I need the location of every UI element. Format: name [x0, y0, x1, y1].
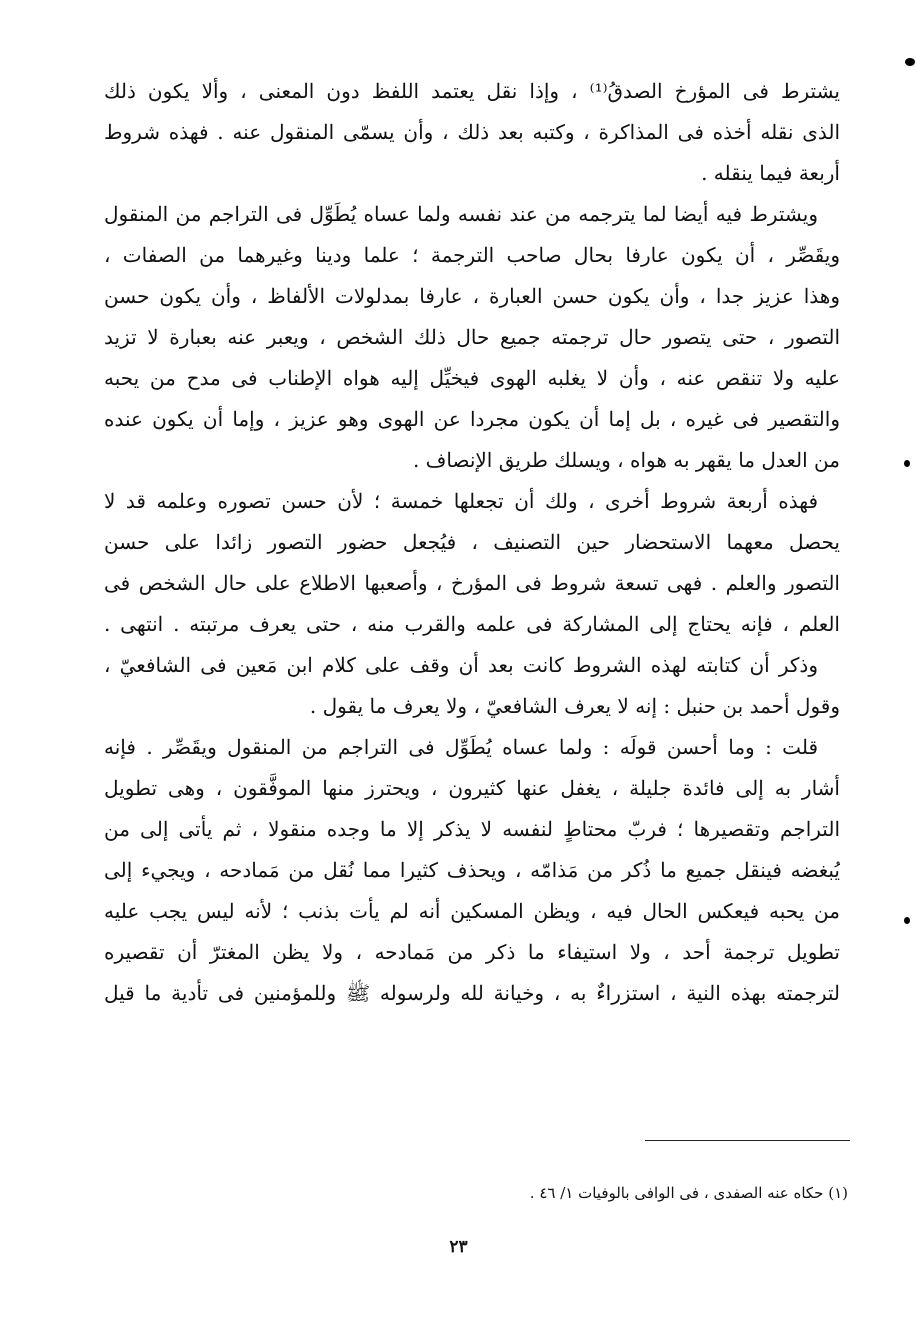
text-line: التصور ، حتى يتصور حال ترجمته جميع حال ذلك الشخص ، ويعبر عنه بعبارة لا تزيد: [104, 325, 840, 349]
text-line: ويشترط فيه أيضا لما يترجمه من عند نفسه ولما عساه يُطَوِّل فى التراجم من المنقول: [104, 202, 818, 226]
main-text: [104, 71, 840, 1014]
text-line: وهذا عزيز جدا ، وأن يكون حسن العبارة ، عارفا بمدلولات الألفاظ ، وأن يكون حسن: [104, 284, 840, 308]
text-line: وذكر أن كتابته لهذه الشروط كانت بعد أن وقف على كلام ابن مَعين فى الشافعيّ ،: [104, 653, 818, 677]
text-line: ويقَصِّر ، أن يكون عارفا بحال صاحب الترجمة ؛ علما ودينا وغيرهما من الصفات ،: [104, 243, 840, 267]
text-line: التصور والعلم . فهى تسعة شروط فى المؤرخ ، وأصعبها الاطلاع على حال الشخص فى: [104, 571, 840, 595]
text-line: أشار به إلى فائدة جليلة ، يغفل عنها كثيرون ، ويحترز منها الموفَّقون ، وهى تطويل: [104, 776, 840, 800]
text-line: لترجمته بهذه النية ، استزراءٌ به ، وخيانة لله ولرسوله ﷺ وللمؤمنين فى تأدية ما قيل: [104, 981, 840, 1005]
text-line: يحصل معهما الاستحضار حين التصنيف ، فيُجعل حضور التصور زائدا على حسن: [104, 530, 840, 554]
page-number: ٢٣: [449, 1237, 468, 1257]
text-line: العلم ، فإنه يحتاج إلى المشاركة فى علمه والقرب منه ، حتى يعرف مرتبته . انتهى .: [104, 612, 840, 636]
text-line: من العدل ما يقهر به هواه ، ويسلك طريق الإنصاف .: [412, 448, 840, 472]
text-line: قلت : وما أحسن قولَه : ولما عساه يُطَوِّل فى التراجم من المنقول ويقَصِّر . فإنه: [104, 735, 818, 759]
scan-mark: [905, 58, 915, 66]
text-line: والتقصير فى غيره ، بل إما أن يكون مجردا عن الهوى وهو عزيز ، وإما أن يكون عنده: [104, 407, 840, 431]
text-line: التراجم وتقصيرها ؛ فربّ محتاطٍ لنفسه لا يذكر إلا ما وجده منقولا ، ثم يأتى إلى من: [104, 817, 840, 841]
text-line: عليه ولا تنقص عنه ، وأن لا يغلبه الهوى فيخيِّل إليه هواه الإطناب فى مدح من يحبه: [104, 366, 840, 390]
text-line: فهذه أربعة شروط أخرى ، ولك أن تجعلها خمسة ؛ لأن حسن تصوره وعلمه قد لا: [104, 489, 818, 513]
text-line: أربعة فيما ينقله .: [701, 161, 840, 185]
text-line: يُبغضه فينقل جميع ما ذُكر من مَذامّه ، ويحذف كثيرا مما نُقل من مَمادحه ، ويجيء إلى: [104, 858, 840, 882]
footnote-separator: [645, 1140, 850, 1141]
text-line: تطويل ترجمة أحد ، ولا استيفاء ما ذكر من مَمادحه ، ولا يظن المغترّ أن تقصيره: [104, 940, 840, 964]
scan-mark: [904, 917, 910, 924]
text-line: من يحبه فيعكس الحال فيه ، ويظن المسكين أنه لم يأت بذنب ؛ لأنه ليس يجب عليه: [104, 899, 840, 923]
text-line: الذى نقله أخذه فى المذاكرة ، وكتبه بعد ذلك ، وأن يسمّى المنقول عنه . فهذه شروط: [104, 120, 840, 144]
scan-mark: [904, 460, 910, 467]
text-line: يشترط فى المؤرخ الصدقُ⁽¹⁾ ، وإذا نقل يعتمد اللفظ دون المعنى ، وألا يكون ذلك: [104, 79, 840, 103]
text-line: وقول أحمد بن حنبل : إنه لا يعرف الشافعيّ ، ولا يعرف ما يقول .: [309, 694, 840, 718]
footnote: (١) حكاه عنه الصفدى ، فى الوافى بالوفيات ١/ ٤٦ .: [529, 1184, 848, 1202]
